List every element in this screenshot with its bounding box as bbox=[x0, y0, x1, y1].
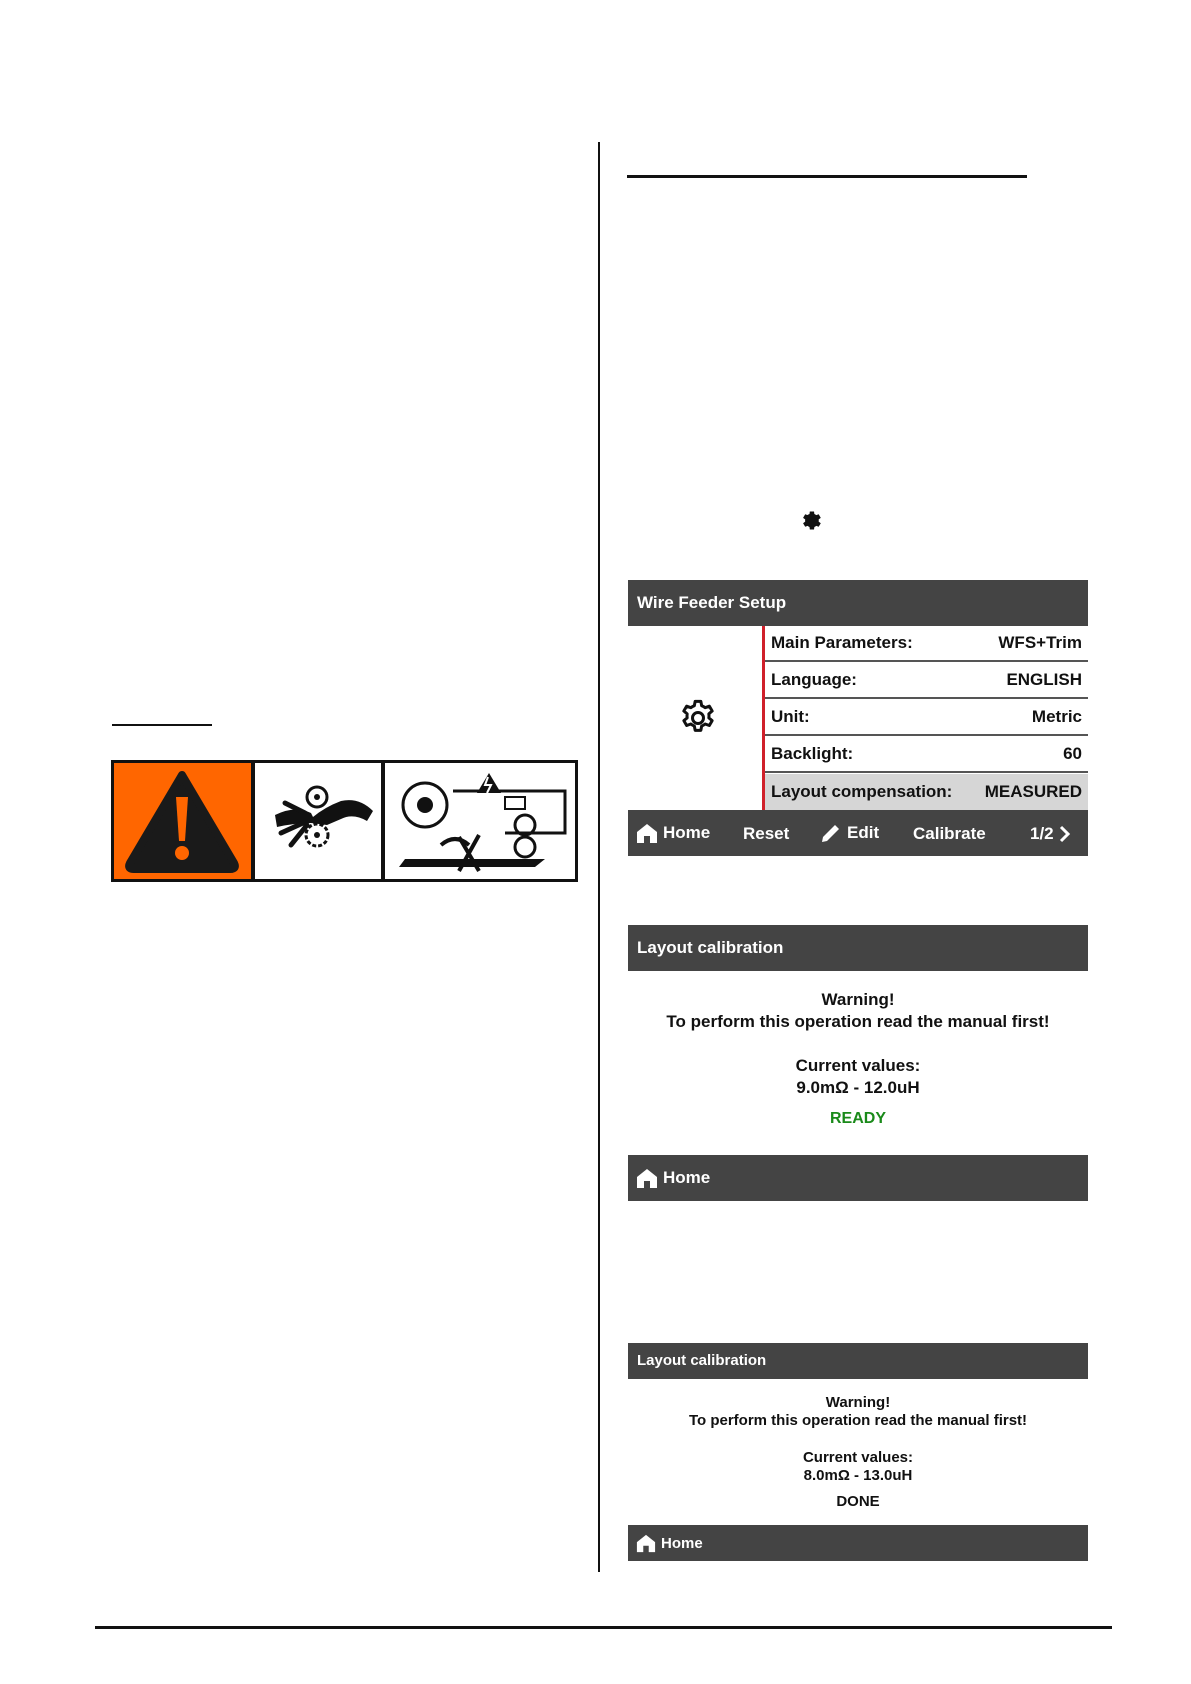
reset-button[interactable] bbox=[743, 824, 789, 844]
home-button[interactable] bbox=[636, 1167, 710, 1189]
screen-title: Wire Feeder Setup bbox=[637, 593, 787, 612]
wire-feeder-setup-bottom-bar bbox=[628, 810, 1088, 856]
electric-shock-machinery-icon bbox=[382, 760, 578, 882]
calibrate-button[interactable] bbox=[913, 824, 986, 844]
next-page-button[interactable] bbox=[1030, 824, 1071, 844]
pencil-icon bbox=[820, 822, 842, 844]
param-value: MEASURED bbox=[984, 782, 1082, 801]
param-row-layout-compensation[interactable] bbox=[765, 774, 1088, 810]
home-label: Home bbox=[663, 823, 711, 842]
home-label: Home bbox=[661, 1534, 703, 1552]
current-values: 8.0mΩ - 13.0uH bbox=[803, 1467, 913, 1484]
warning-heading: Warning! bbox=[825, 1394, 891, 1411]
param-value: ENGLISH bbox=[1006, 670, 1082, 689]
settings-gear-icon bbox=[799, 508, 821, 530]
current-values-label: Current values: bbox=[802, 1449, 914, 1466]
warning-text: To perform this operation read the manual first! bbox=[688, 1412, 1028, 1429]
param-value: Metric bbox=[1031, 707, 1082, 726]
footer-rule bbox=[95, 1626, 1112, 1629]
screen-title: Layout calibration bbox=[637, 938, 784, 957]
edit-label: Edit bbox=[847, 823, 880, 842]
home-label: Home bbox=[663, 1168, 711, 1187]
calibrate-label: Calibrate bbox=[913, 824, 986, 843]
layout-calibration-title-bar bbox=[628, 925, 1088, 971]
home-button[interactable] bbox=[636, 822, 710, 844]
edit-button[interactable] bbox=[820, 822, 879, 844]
layout-calibration-done-title-bar bbox=[628, 1343, 1088, 1379]
param-value: WFS+Trim bbox=[998, 633, 1082, 652]
layout-calibration-done-bottom-bar bbox=[628, 1525, 1088, 1561]
settings-gear-icon bbox=[678, 698, 718, 738]
status-done: DONE bbox=[836, 1493, 880, 1510]
page-indicator: 1/2 bbox=[1030, 824, 1054, 843]
param-value: 60 bbox=[1063, 744, 1082, 763]
param-label: Backlight: bbox=[771, 744, 854, 763]
screen-title: Layout calibration bbox=[637, 1352, 767, 1369]
param-label: Unit: bbox=[771, 707, 810, 726]
warning-heading: Warning! bbox=[821, 990, 895, 1009]
param-row-backlight[interactable] bbox=[765, 737, 1088, 773]
chevron-right-icon bbox=[1059, 825, 1071, 843]
param-row-main-parameters[interactable] bbox=[765, 626, 1088, 662]
status-ready: READY bbox=[829, 1110, 886, 1127]
param-label: Layout compensation: bbox=[771, 782, 953, 801]
reset-label: Reset bbox=[743, 824, 790, 843]
wire-feeder-setup-title-bar bbox=[628, 580, 1088, 626]
layout-calibration-bottom-bar bbox=[628, 1155, 1088, 1201]
home-button[interactable] bbox=[636, 1533, 703, 1553]
warning-triangle-icon bbox=[111, 760, 254, 882]
home-icon bbox=[636, 822, 658, 844]
wire-feeder-setup-body bbox=[628, 626, 1088, 810]
param-label: Main Parameters: bbox=[771, 633, 913, 652]
layout-calibration-done-body bbox=[628, 1379, 1088, 1525]
column-divider bbox=[598, 142, 600, 1572]
param-label: Language: bbox=[771, 670, 857, 689]
section-heading-rule bbox=[627, 175, 1027, 178]
current-values: 9.0mΩ - 12.0uH bbox=[796, 1078, 920, 1097]
layout-calibration-body bbox=[628, 971, 1088, 1155]
warning-text: To perform this operation read the manual first! bbox=[666, 1012, 1050, 1031]
home-icon bbox=[636, 1167, 658, 1189]
current-values-label: Current values: bbox=[795, 1056, 921, 1075]
param-row-language[interactable] bbox=[765, 663, 1088, 699]
param-row-unit[interactable] bbox=[765, 700, 1088, 736]
home-icon bbox=[636, 1533, 656, 1553]
warning-heading-rule bbox=[112, 724, 212, 726]
hand-crush-rollers-icon bbox=[252, 760, 384, 882]
